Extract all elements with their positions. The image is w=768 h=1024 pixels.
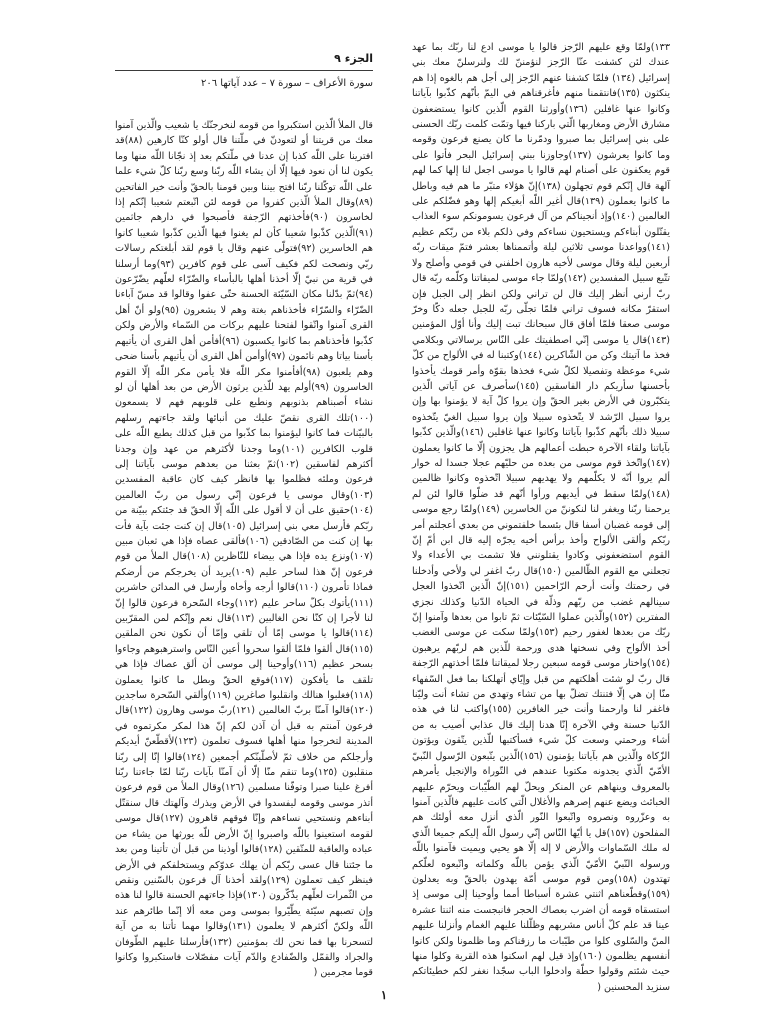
text-column-left: قال الملأ الّذين استكبروا من قومه لنخرجنّك يا شعيب والّذين آمنوا معك من قريتنا أو لتعودنّ في ملّتنا قال أولو كنّا كارهين (٨٨)قد افترينا على اللّه كذبا إن عدنا في ملّتكم بعد إذ نجّانا اللّه منها وما يكون لنا أن نعود فيها إلّا أن يشاء اللّه ربّنا وسع ربّنا كلّ شيء علما على اللّه توكّلنا ربّنا افتح بيننا وبين قومنا بالحقّ وأنت خير الفاتحين (٨٩)وقال الملأ الّذين كفروا من قومه لئن اتّبعتم شعيبا إنّكم إذا لخاسرون (٩٠)فأخذتهم الرّجفة فأصبحوا في دارهم جاثمين (٩١)الّذين كذّبوا شعيبا كأن لم يغنوا فيها الّذين كذّبوا شعيبا كانوا هم الخاسرين (٩٢)فتولّى عنهم وقال يا قوم لقد أبلغتكم رسالات ربّي ونصحت لكم فكيف آسى على قوم كافرين (٩٣)وما أرسلنا في قرية من نبيّ إلّا أخذنا أهلها بالبأساء والضّرّاء لعلّهم يضّرّعون (٩٤)ثمّ بدّلنا مكان السّيّئة الحسنة حتّى عفوا وقالوا قد مسّ آباءنا الضّرّاء والسّرّاء فأخذناهم بغتة وهم لا يشعرون (٩٥)ولو أنّ أهل القرى آمنوا واتّقوا لفتحنا عليهم بركات من السّماء والأرض ولكن كذّبوا فأخذناهم بما كانوا يكسبون (٩٦)أفأمن أهل القرى أن يأتيهم بأسنا بياتا وهم نائمون (٩٧)أوأمن أهل القرى أن يأتيهم بأسنا ضحى وهم يلعبون (٩٨)أفأمنوا مكر اللّه فلا يأمن مكر اللّه إلّا القوم الخاسرون (٩٩)أولم يهد للّذين يرثون الأرض من بعد أهلها أن لو نشاء أصبناهم بذنوبهم ونطبع على قلوبهم فهم لا يسمعون (١٠٠)تلك القرى نقصّ عليك من أنبائها ولقد جاءتهم رسلهم بالبيّنات فما كانوا ليؤمنوا بما كذّبوا من قبل كذلك يطبع اللّه على قلوب الكافرين (١٠١)وما وجدنا لأكثرهم من عهد وإن وجدنا أكثرهم لفاسقين (١٠٢)ثمّ بعثنا من بعدهم موسى بآياتنا إلى فرعون وملئه فظلموا بها فانظر كيف كان عاقبة المفسدين (١٠٣)وقال موسى يا فرعون إنّي رسول من ربّ العالمين (١٠٤)حقيق على أن لا أقول على اللّه إلّا الحقّ قد جئتكم ببيّنة من ربّكم فأرسل معي بني إسرائيل (١٠٥)قال إن كنت جئت بآية فأت بها إن كنت من الصّادقين (١٠٦)فألقى عصاه فإذا هي ثعبان مبين (١٠٧)ونزع يده فإذا هي بيضاء للنّاظرين (١٠٨)قال الملأ من قوم فرعون إنّ هذا لساحر عليم (١٠٩)يريد أن يخرجكم من أرضكم فماذا تأمرون (١١٠)قالوا أرجه وأخاه وأرسل في المدائن حاشرين (١١١)يأتوك بكلّ ساحر عليم (١١٢)وجاء السّحرة فرعون قالوا إنّ لنا لأجرا إن كنّا نحن الغالبين (١١٣)قال نعم وإنّكم لمن المقرّبين (١١٤)قالوا يا موسى إمّا أن تلقي وإمّا أن نكون نحن الملقين (١١٥)قال ألقوا فلمّا ألقوا سحروا أعين النّاس واسترهبوهم وجاءوا بسحر عظيم (١١٦)وأوحينا إلى موسى أن ألق عصاك فإذا هي تلقف ما يأفكون (١١٧)فوقع الحقّ وبطل ما كانوا يعملون (١١٨)فغلبوا هنالك وانقلبوا صاغرين (١١٩)وألقي السّحرة ساجدين (١٢٠)قالوا آمنّا بربّ العالمين (١٢١)ربّ موسى وهارون (١٢٢)قال فرعون آمنتم به قبل أن آذن لكم إنّ هذا لمكر مكرتموه في المدينة لتخرجوا منها أهلها فسوف تعلمون (١٢٣)لأقطّعنّ أيديكم وأرجلكم من خلاف ثمّ لأصلّبنّكم أجمعين (١٢٤)قالوا إنّا إلى ربّنا منقلبون (١٢٥)وما تنقم منّا إلّا أن آمنّا بآيات ربّنا لمّا جاءتنا ربّنا أفرغ علينا صبرا وتوفّنا مسلمين (١٢٦)وقال الملأ من قوم فرعون أتذر موسى وقومه ليفسدوا في الأرض ويذرك وآلهتك قال سنقتّل أبناءهم ونستحيي نساءهم وإنّا فوقهم قاهرون (١٢٧)قال موسى لقومه استعينوا باللّه واصبروا إنّ الأرض للّه يورثها من يشاء من عباده والعاقبة للمتّقين (١٢٨)قالوا أوذينا من قبل أن تأتينا ومن بعد ما جئتنا قال عسى ربّكم أن يهلك عدوّكم ويستخلفكم في الأرض فينظر كيف تعملون (١٢٩)ولقد أخذنا آل فرعون بالسّنين ونقص من الثّمرات لعلّهم يذّكّرون (١٣٠)فإذا جاءتهم الحسنة قالوا لنا هذه وإن تصبهم سيّئة يطّيّروا بموسى ومن معه ألا إنّما طائرهم عند اللّه ولكنّ أكثرهم لا يعلمون (١٣١)وقالوا مهما تأتنا به من آية لتسحرنا بها فما نحن لك بمؤمنين (١٣٢)فأرسلنا عليهم الطّوفان والجراد والقمّل والضّفادع والدّم آيات مفصّلات فاستكبروا وكانوا قوما مجرمين (: [115, 120, 374, 979]
text-column-right: ١٣٣)ولمّا وقع عليهم الرّجز قالوا يا موسى ادع لنا ربّك بما عهد عندك لئن كشفت عنّا الرّجز لنؤمننّ لك ولنرسلنّ معك بني إسرائيل (١٣٤) فلمّا كشفنا عنهم الرّجز إلى أجل هم بالغوه إذا هم ينكثون (١٣٥)فانتقمنا منهم فأغرقناهم في اليمّ بأنّهم كذّبوا بآياتنا وكانوا عنها غافلين (١٣٦)وأورثنا القوم الّذين كانوا يستضعفون مشارق الأرض ومغاربها الّتي باركنا فيها وتمّت كلمت ربّك الحسنى على بني إسرائيل بما صبروا ودمّرنا ما كان يصنع فرعون وقومه وما كانوا يعرشون (١٣٧)وجاوزنا ببني إسرائيل البحر فأتوا على قوم يعكفون على أصنام لهم قالوا يا موسى اجعل لنا إلها كما لهم آلهة قال إنّكم قوم تجهلون (١٣٨)إنّ هؤلاء متبّر ما هم فيه وباطل ما كانوا يعملون (١٣٩)قال أغير اللّه أبغيكم إلها وهو فضّلكم على العالمين (١٤٠)وإذ أنجيناكم من آل فرعون يسومونكم سوء العذاب يقتّلون أبناءكم ويستحيون نساءكم وفي ذلكم بلاء من ربّكم عظيم (١٤١)وواعدنا موسى ثلاثين ليلة وأتممناها بعشر فتمّ ميقات ربّه أربعين ليلة وقال موسى لأخيه هارون اخلفني في قومي وأصلح ولا تتّبع سبيل المفسدين (١٤٢)ولمّا جاء موسى لميقاتنا وكلّمه ربّه قال ربّ أرني أنظر إليك قال لن تراني ولكن انظر إلى الجبل فإن استقرّ مكانه فسوف تراني فلمّا تجلّى ربّه للجبل جعله دكّا وخرّ موسى صعقا فلمّا أفاق قال سبحانك تبت إليك وأنا أوّل المؤمنين (١٤٣)قال يا موسى إنّي اصطفيتك على النّاس برسالاتي وبكلامي فخذ ما آتيتك وكن من الشّاكرين (١٤٤)وكتبنا له في الألواح من كلّ شيء موعظة وتفصيلا لكلّ شيء فخذها بقوّة وأمر قومك يأخذوا بأحسنها سأريكم دار الفاسقين (١٤٥)سأصرف عن آياتي الّذين يتكبّرون في الأرض بغير الحقّ وإن يروا كلّ آية لا يؤمنوا بها وإن يروا سبيل الرّشد لا يتّخذوه سبيلا وإن يروا سبيل الغيّ يتّخذوه سبيلا ذلك بأنّهم كذّبوا بآياتنا وكانوا عنها غافلين (١٤٦)والّذين كذّبوا بآياتنا ولقاء الآخرة حبطت أعمالهم هل يجزون إلّا ما كانوا يعملون (١٤٧)واتّخذ قوم موسى من بعده من حليّهم عجلا جسدا له خوار ألم يروا أنّه لا يكلّمهم ولا يهديهم سبيلا اتّخذوه وكانوا ظالمين (١٤٨)ولمّا سقط في أيديهم ورأوا أنّهم قد ضلّوا قالوا لئن لم يرحمنا ربّنا ويغفر لنا لنكوننّ من الخاسرين (١٤٩)ولمّا رجع موسى إلى قومه غضبان أسفا قال بئسما خلفتموني من بعدي أعجلتم أمر ربّكم وألقى الألواح وأخذ برأس أخيه يجرّه إليه قال ابن أمّ إنّ القوم استضعفوني وكادوا يقتلونني فلا تشمت بي الأعداء ولا تجعلني مع القوم الظّالمين (١٥٠)قال ربّ اغفر لي ولأخي وأدخلنا في رحمتك وأنت أرحم الرّاحمين (١٥١)إنّ الّذين اتّخذوا العجل سينالهم غضب من ربّهم وذلّة في الحياة الدّنيا وكذلك نجزي المفترين (١٥٢)والّذين عملوا السّيّئات ثمّ تابوا من بعدها وآمنوا إنّ ربّك من بعدها لغفور رحيم (١٥٣)ولمّا سكت عن موسى الغضب أخذ الألواح وفي نسختها هدى ورحمة للّذين هم لربّهم يرهبون (١٥٤)واختار موسى قومه سبعين رجلا لميقاتنا فلمّا أخذتهم الرّجفة قال ربّ لو شئت أهلكتهم من قبل وإيّاي أتهلكنا بما فعل السّفهاء منّا إن هي إلّا فتنتك تضلّ بها من تشاء وتهدي من تشاء أنت وليّنا فاغفر لنا وارحمنا وأنت خير الغافرين (١٥٥)واكتب لنا في هذه الدّنيا حسنة وفي الآخرة إنّا هدنا إليك قال عذابي أصيب به من أشاء ورحمتي وسعت كلّ شيء فسأكتبها للّذين يتّقون ويؤتون الزّكاة والّذين هم بآياتنا يؤمنون (١٥٦)الّذين يتّبعون الرّسول النّبيّ الأمّيّ الّذي يجدونه مكتوبا عندهم في التّوراة والإنجيل يأمرهم بالمعروف وينهاهم عن المنكر ويحلّ لهم الطّيّبات ويحرّم عليهم الخبائث ويضع عنهم إصرهم والأغلال الّتي كانت عليهم فالّذين آمنوا به وعزّروه ونصروه واتّبعوا النّور الّذي أنزل معه أولئك هم المفلحون (١٥٧)قل يا أيّها النّاس إنّي رسول اللّه إليكم جميعا الّذي له ملك السّماوات والأرض لا إله إلّا هو يحيي ويميت فآمنوا باللّه ورسوله النّبيّ الأمّيّ الّذي يؤمن باللّه وكلماته واتّبعوه لعلّكم تهتدون (١٥٨)ومن قوم موسى أمّة يهدون بالحقّ وبه يعدلون (١٥٩)وقطّعناهم اثنتي عشرة أسباطا أمما وأوحينا إلى موسى إذ استسقاه قومه أن اضرب بعصاك الحجر فانبجست منه اثنتا عشرة عينا قد علم كلّ أناس مشربهم وظلّلنا عليهم الغمام وأنزلنا عليهم المنّ والسّلوى كلوا من طيّبات ما رزقناكم وما ظلمونا ولكن كانوا أنفسهم يظلمون (١٦٠)وإذ قيل لهم اسكنوا هذه القرية وكلوا منها حيث شئتم وقولوا حطّة وادخلوا الباب سجّدا نغفر لكم خطيئاتكم سنزيد المحسنين (: [412, 42, 671, 993]
sura-info: سورة الأعراف – سورة ٧ – عدد آياتها ٢٠٦: [201, 78, 373, 89]
page-number: ١: [380, 988, 388, 1002]
header-divider: [115, 70, 373, 71]
juz-header: الجزء ٩: [334, 52, 373, 65]
